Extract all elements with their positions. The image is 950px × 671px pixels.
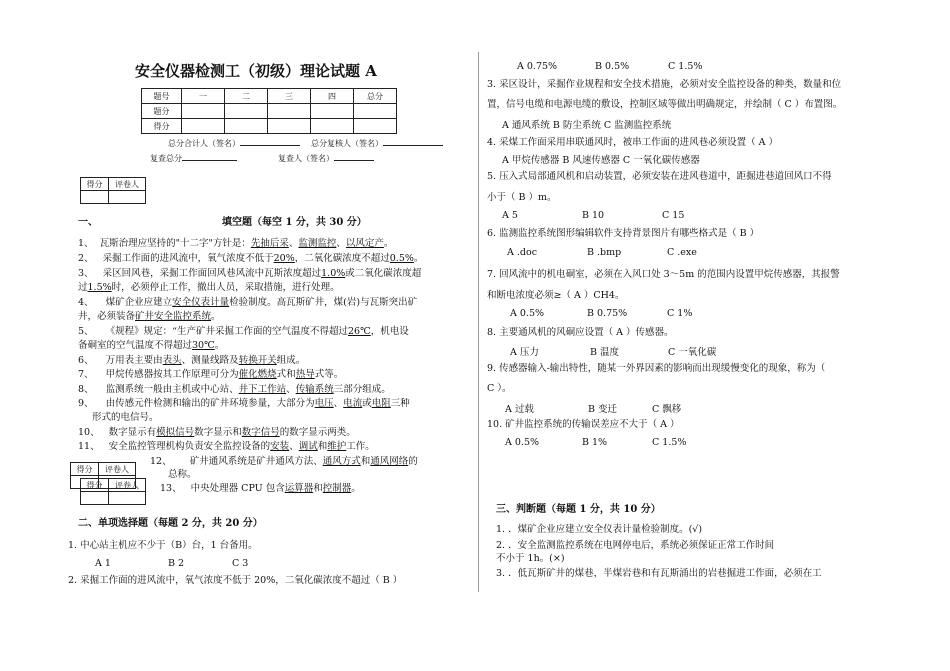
choice-q10-option: C 1.5%	[652, 437, 687, 448]
choice-q5-cont: 小于（ B ）m。	[487, 192, 557, 203]
choice-q1: 1. 中心站主机应不少于（B）台，1 台备用。	[68, 540, 258, 551]
judge-q2-cont: 不小于 1h。(×)	[496, 553, 565, 564]
reviewer-signature: 复查人（签名）	[278, 153, 374, 164]
choice-q6-option: B .bmp	[587, 247, 622, 258]
score-table-header: 总分	[354, 89, 397, 104]
fill-item-4-cont: 井，必须装备矿井安全监控系统。	[78, 311, 221, 322]
fill-item-3-cont: 过1.5%时，必须停止工作，撤出人员，采取措施，进行处理。	[78, 282, 340, 293]
choice-q9-cont: C ）。	[487, 383, 512, 394]
choice-q10-option: A 0.5%	[505, 437, 540, 448]
choice-q8: 8. 主要通风机的风硐应设置（ A ）传感器。	[487, 327, 674, 338]
fill-item-9: 9、 由传感元件检测和输出的矿井环境参量，大部分为电压、电流或电阻三种	[78, 398, 410, 409]
fill-item-11: 11、 安全监控管理机构负责安全监控设备的安装、调试和维护工作。	[78, 441, 375, 452]
fill-item-12-cont: 总称。	[168, 469, 197, 480]
page-title: 安全仪器检测工（初级）理论试题 A	[135, 62, 377, 80]
score-table-row-label: 得分	[142, 119, 182, 134]
fill-item-5: 5、 《规程》规定：“生产矿井采掘工作面的空气温度不得超过26℃，机电设	[78, 326, 409, 337]
choice-q4: 4. 采煤工作面采用串联通风时，被串工作面的进风巷必须设置（ A ）	[487, 137, 778, 148]
choice-q10: 10. 矿井监控系统的传输误差应不大于（ A ）	[487, 419, 680, 430]
choice-q9-option: A 过载	[505, 404, 534, 415]
choice-q7-option: A 0.5%	[510, 308, 545, 319]
section1-number: 一、	[78, 217, 98, 228]
choice-q9: 9. 传感器输入-输出特性，随某一外界因素的影响而出现缓慢变化的现象，称为（	[487, 363, 826, 374]
fill-item-6: 6、 万用表主要由表头、测量线路及转换开关组成。	[78, 355, 306, 366]
choice-q2-option: C 1.5%	[668, 61, 703, 72]
score-table-header: 题号	[142, 89, 182, 104]
choice-q5-option: C 15	[662, 210, 685, 221]
judge-q3: 3. ．低瓦斯矿井的煤巷，半煤岩巷和有瓦斯涌出的岩巷掘进工作面，必须在工	[496, 568, 822, 579]
total-reviewer-signature: 总分复核人（签名）	[311, 138, 443, 149]
choice-q8-option: A 压力	[510, 347, 539, 358]
column-divider	[478, 52, 479, 592]
fill-item-9-cont: 形式的电信号。	[92, 412, 159, 423]
total-counter-signature: 总分合计人（签名）	[168, 138, 300, 149]
choice-q6-option: A .doc	[507, 247, 538, 258]
fill-item-5-cont: 备硐室的空气温度不得超过30℃。	[78, 340, 225, 351]
choice-q3: 3. 采区设计，采掘作业规程和安全技术措施，必须对安全监控设备的种类，数量和位	[487, 79, 842, 90]
fill-item-7: 7、 甲烷传感器按其工作原理可分为催化燃烧式和热导式等。	[78, 369, 344, 380]
score-table-header: 一	[182, 89, 225, 104]
fill-item-12: 12、 矿井通风系统是矿井通风方法、通风方式和通风网络的	[150, 456, 418, 467]
choice-q8-option: C 一氧化碳	[668, 347, 717, 358]
choice-q7-option: B 0.75%	[587, 308, 628, 319]
judge-q1: 1. ．煤矿企业应建立安全仪表计量检验制度。(√)	[496, 524, 703, 535]
choice-q8-option: B 温度	[590, 347, 620, 358]
fill-item-13: 13、 中央处理器 CPU 包含运算器和控制器。	[160, 483, 361, 494]
choice-q7-option: C 1%	[667, 308, 693, 319]
choice-q10-option: B 1%	[582, 437, 608, 448]
choice-q3-cont: 置，信号电缆和电源电缆的敷设，控制区域等做出明确规定，并绘制（ C ）布置图。	[487, 99, 843, 110]
choice-q5: 5. 压入式局部通风机和启动装置，必须安装在进风巷道中，距掘进巷道回风口不得	[487, 171, 832, 182]
review-total-field: 复查总分	[150, 153, 237, 164]
fill-item-1: 1、 瓦斯治理应坚持的"十二字"方针是：先抽后采、监测监控、以风定产。	[78, 238, 394, 249]
score-table	[141, 88, 397, 134]
section3-heading: 三、判断题（每题 1 分，共 10 分）	[496, 504, 661, 515]
choice-q7-cont: 和断电浓度必须≥（ A ）CH4。	[487, 290, 625, 301]
grader-box: 得分 评卷人	[80, 177, 146, 204]
fill-item-2: 2、 采掘工作面的进风流中，氧气浓度不低于20%，二氧化碳浓度不超过0.5%。	[78, 253, 424, 264]
judge-q2: 2. ．安全监测监控系统在电网停电后，系统必须保证正常工作时间	[496, 540, 775, 551]
choice-q3-options: A 通风系统 B 防尘系统 C 监测监控系统	[502, 120, 672, 131]
grader-box-2: 得分 评卷人	[70, 462, 136, 489]
fill-item-4: 4、 煤矿企业应建立安全仪表计量检验制度。高瓦斯矿井，煤(岩)与瓦斯突出矿	[78, 297, 418, 308]
choice-q4-options: A 甲烷传感器 B 风速传感器 C 一氧化碳传感器	[502, 155, 700, 166]
score-table-header: 三	[268, 89, 311, 104]
choice-q6: 6. 监测监控系统图形编辑软件支持背景图片有哪些格式是（ B ）	[487, 228, 760, 239]
fill-item-10: 10、 数字显示有模拟信号数字显示和数字信号的数字显示两类。	[78, 427, 356, 438]
choice-q1-option: B 2	[168, 558, 185, 569]
choice-q2: 2. 采掘工作面的进风流中，氧气浓度不低于 20%，二氧化碳浓度不超过（ B ）	[68, 575, 403, 586]
fill-item-8: 8、 监测系统一般由主机或中心站、井下工作站、传输系统三部分组成。	[78, 384, 391, 395]
score-table-row-label: 题分	[142, 104, 182, 119]
score-table-header: 四	[311, 89, 354, 104]
choice-q6-option: C .exe	[667, 247, 697, 258]
grader-box-3: 得分 评卷人	[80, 478, 146, 505]
choice-q5-option: A 5	[502, 210, 518, 221]
choice-q5-option: B 10	[582, 210, 605, 221]
choice-q2-option: B 0.5%	[595, 61, 630, 72]
section2-heading: 二、单项选择题（每题 2 分，共 20 分）	[78, 518, 263, 529]
choice-q9-option: C 飘移	[652, 404, 682, 415]
score-table-header: 二	[225, 89, 268, 104]
choice-q2-option: A 0.75%	[517, 61, 558, 72]
choice-q9-option: B 变迁	[588, 404, 618, 415]
choice-q1-option: C 3	[232, 558, 249, 569]
choice-q7: 7. 回风流中的机电硐室，必须在入风口处 3～5m 的范围内设置甲烷传感器，其报警	[487, 269, 840, 280]
choice-q1-option: A 1	[95, 558, 111, 569]
section1-heading: 填空题（每空 1 分，共 30 分）	[222, 217, 367, 228]
fill-item-3: 3、 采区回风巷，采掘工作面回风巷风流中瓦斯浓度超过1.0%或二氧化碳浓度超	[78, 268, 422, 279]
